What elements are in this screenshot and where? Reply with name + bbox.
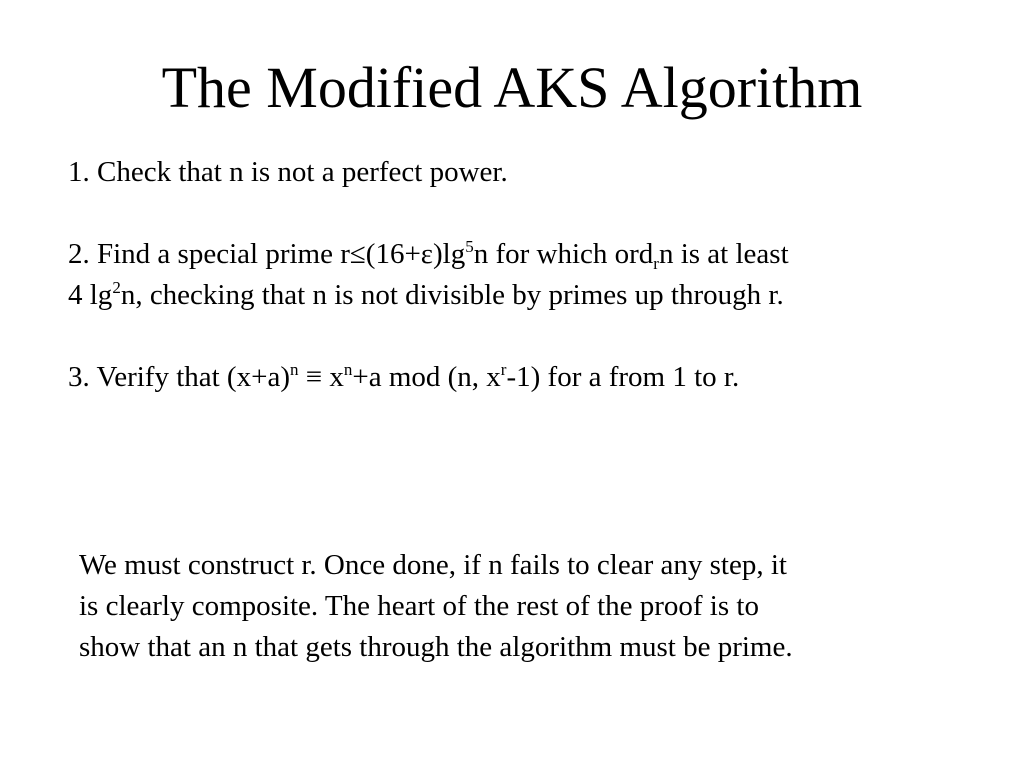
step-1-text: 1. Check that n is not a perfect power. — [68, 156, 508, 188]
step-3-exponent-n: n — [289, 360, 299, 379]
step-2-exponent-5: 5 — [465, 237, 474, 256]
spacer — [68, 193, 968, 234]
step-3-text-c: +a mod (n, x — [352, 361, 501, 393]
step-2-text-a: 2. Find a special prime r≤(16+ε)lg — [68, 238, 466, 270]
step-3-text-d: -1) for a from 1 to r. — [506, 361, 740, 393]
step-2-text-c: n is at least — [658, 238, 789, 270]
step-2-exponent-2: 2 — [112, 278, 121, 297]
step-2-text-e: n, checking that n is not divisible by primes up through r. — [120, 279, 784, 311]
step-3-text-b: ≡ x — [298, 361, 344, 393]
explanation-note — [79, 545, 959, 668]
step-3 — [68, 357, 968, 398]
note-line-1: We must construct r. Once done, if n fails to clear any step, it — [79, 549, 787, 581]
spacer — [68, 316, 968, 357]
step-1 — [68, 152, 968, 193]
step-3-exponent-r: r — [500, 360, 507, 379]
note-line-3: show that an n that gets through the algorithm must be prime. — [79, 631, 793, 663]
step-2-text-b: n for which ord — [473, 238, 654, 270]
algorithm-steps — [68, 152, 968, 398]
step-2-text-d: 4 lg — [68, 279, 113, 311]
step-2-subscript-r: r — [653, 254, 659, 273]
step-3-exponent-n-2: n — [343, 360, 353, 379]
slide-title: The Modified AKS Algorithm — [161, 55, 863, 120]
step-2 — [68, 234, 968, 316]
note-line-2: is clearly composite. The heart of the rest of the proof is to — [79, 590, 759, 622]
step-3-text-a: 3. Verify that (x+a) — [68, 361, 290, 393]
